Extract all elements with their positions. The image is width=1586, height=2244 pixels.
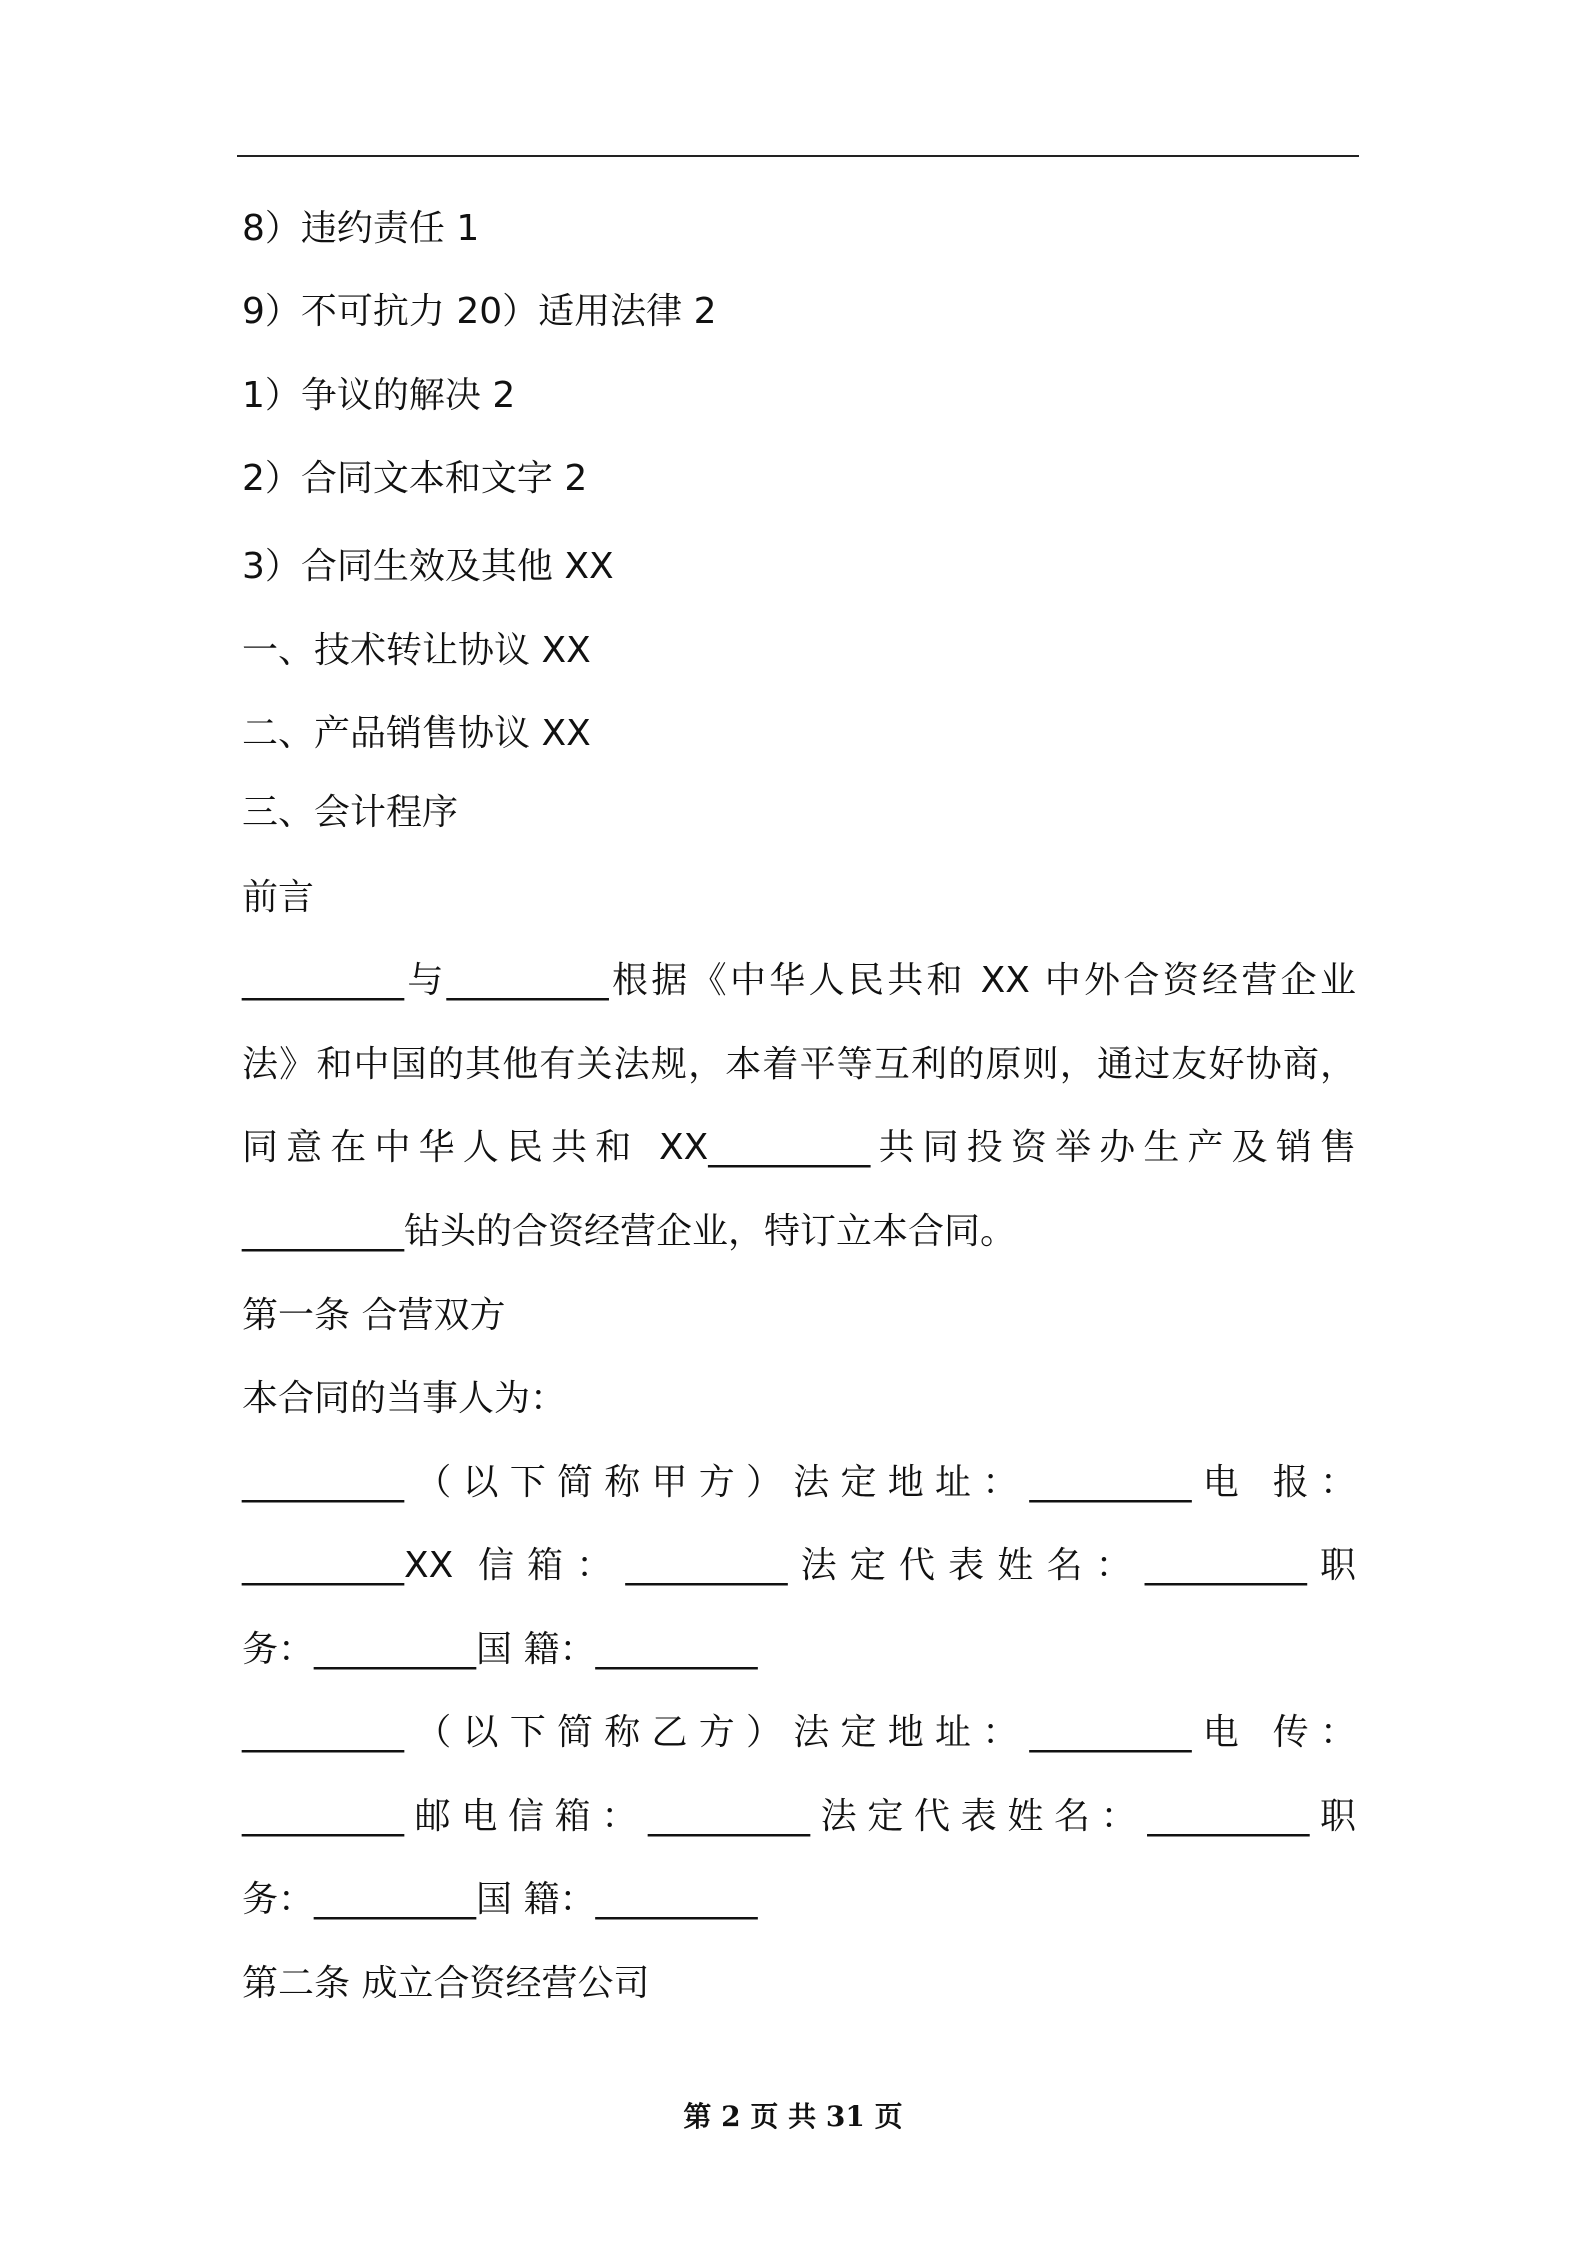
toc-item: 二、产品销售协议 XX xyxy=(242,713,591,754)
toc-item: 9）不可抗力 20）适用法律 2 xyxy=(242,291,717,332)
toc-item: 3）合同生效及其他 XX xyxy=(242,546,614,587)
preface-heading: 前言 xyxy=(242,877,315,918)
preface-line: 法》和中国的其他有关法规，本着平等互利的原则，通过友好协商， xyxy=(242,1044,1356,1085)
preface-line: 同意在中华人民共和 XX_________共同投资举办生产及销售 xyxy=(242,1127,1356,1168)
party-b-line: _________邮电信箱：_________法定代表姓名：_________职 xyxy=(242,1796,1356,1837)
party-b-line: _________（以下简称乙方）法定地址：_________电 传： xyxy=(242,1712,1356,1753)
article1-intro: 本合同的当事人为： xyxy=(242,1378,567,1419)
party-a-line: _________XX 信箱：_________法定代表姓名：_________职 xyxy=(242,1545,1356,1586)
article1-heading: 第一条 合营双方 xyxy=(242,1295,506,1336)
article2-heading: 第二条 成立合资经营公司 xyxy=(242,1963,650,2004)
preface-line: _________钻头的合资经营企业，特订立本合同。 xyxy=(242,1211,1017,1252)
page-number: 第 2 页 共 31 页 xyxy=(683,2100,903,2133)
toc-item: 2）合同文本和文字 2 xyxy=(242,458,588,499)
toc-item: 三、会计程序 xyxy=(242,792,459,833)
party-b-line: 务：_________国 籍：_________ xyxy=(242,1879,758,1920)
header-rule xyxy=(237,155,1359,157)
party-a-line: 务：_________国 籍：_________ xyxy=(242,1629,758,1670)
toc-item: 8）违约责任 1 xyxy=(242,208,480,249)
preface-line: _________与_________根据《中华人民共和 XX 中外合资经营企业 xyxy=(242,960,1356,1001)
party-a-line: _________（以下简称甲方）法定地址：_________电 报： xyxy=(242,1462,1356,1503)
toc-item: 1）争议的解决 2 xyxy=(242,375,516,416)
toc-item: 一、技术转让协议 XX xyxy=(242,630,591,671)
